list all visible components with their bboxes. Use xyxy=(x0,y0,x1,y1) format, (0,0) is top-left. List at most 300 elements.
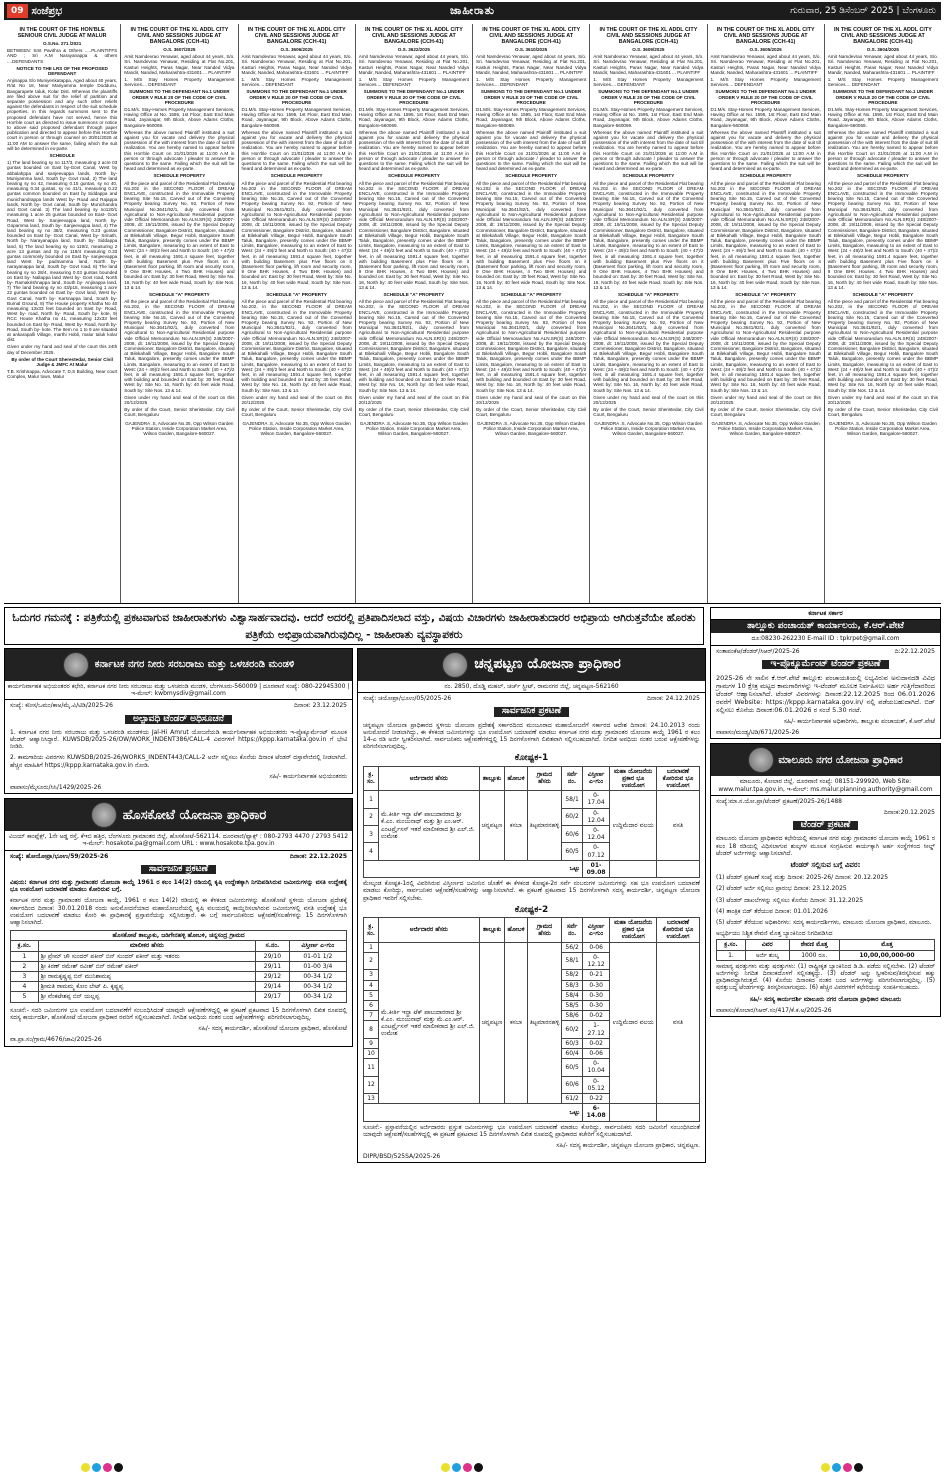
cell: 8 xyxy=(364,1021,379,1038)
given-text: Given under my hand and seal of the court on this 20/12/2025 xyxy=(827,394,938,405)
cell: 1 xyxy=(364,791,379,808)
cell: 13 xyxy=(364,1093,379,1103)
cell: ಒಟ್ಟು xyxy=(364,860,583,877)
advocate: T.B. Krishnappa, Advocate T, D,S Building, Near court Complex, Malur town, Malur xyxy=(7,369,118,380)
chp-table-2 xyxy=(363,917,700,1121)
tp-dipr-ref: ವಾಪಾಸಂ/ಮಂಡ್ಯ/ಟಿಡಿ/671/2025-26 xyxy=(716,729,800,737)
tp-ref-no: ಸಂತಾಪಂಕೆಆ/ಡೆಂಡರ್/ಸಿಆರ್/2025-26 xyxy=(716,647,800,655)
registration-dot xyxy=(81,1463,90,1472)
parties: BETWEEN: Smt Pavithra & Others .....PLAINTIFFS AND ; Sri A.M Narayanappa & others ....DEFENDANTS xyxy=(7,48,118,64)
malur-ref-no: ಸಂಖ್ಯೆ:ಮಾ.ನ.ಯೋ.ಪ್ರಾ/ಟೆಂಡರ್ ಪ್ರಕಟಣೆ/2025-26/1488 xyxy=(716,797,842,805)
hosakote-subject: ವಿಷಯ: ಕರ್ನಾಟಕ ನಗರ ಮತ್ತು ಗ್ರಾಮಾಂತರ ಯೋಜನಾ ಕಾಯ್ದೆ 1961 ರ ಕಲಂ 14(2) ರಡಿಯಲ್ಲಿ ಕೃಷಿ ಉದ್ದೇಶಕ್ಕಾಗಿ ನಿಗದಿಪಡಿಸಿರುವ ಜಮೀನುಗಳನ್ನು ವಸತಿ ಉದ್ದೇಶಕ್ಕೆ ಭೂ ಉಪಯೋಗ ಬದಲಾವಣೆ ಮಾಡಲು ಕೋರಿರುವ ಬಗ್ಗೆ. xyxy=(10,879,347,894)
cell: 5 xyxy=(11,992,39,1002)
given-text: Given under my hand and seal of the court on this 20/12/2025 xyxy=(358,394,469,405)
cell: 0-02 xyxy=(582,1011,610,1021)
summons-to: D1.M/s. Stay-Homes Property Management Services, Having Office at No. 1595, 1st Floor, East End Main Road, Jayanagar, 9th Block, Above Adams Cloths, Bangalore-560069. xyxy=(476,107,587,128)
tp-date: ದಿ:22.12.2025 xyxy=(894,647,935,655)
malur-tender xyxy=(710,743,941,1017)
cell: 5 xyxy=(364,990,379,1000)
col-header: ಹೋಬಳಿ xyxy=(505,766,527,791)
cell: 4 xyxy=(11,982,39,992)
order-text: By order of the Court, Senior Sheristedar, City Civil Court, Bengaluru xyxy=(710,407,821,418)
hosakote-notice xyxy=(4,798,353,1046)
schedule-a-body: All the piece and parcel of the Residential Flat bearing No.202, in the SECOND FLOOR of DREAM ENCLAVE, constructed in the Immovable Property bearing Site No.15, Carved out of the Converted Property bearing Survey No. 92, Portion of New Municipal No.3641/92/1, duly converted from Agricultural to Non-Agricultural Residential purpose vide Official Memorandum No.ALN.SR(S) 248/2007-2008, dt: 19/11/2008, issued by the Special Deputy Commissioner, Bangalore District, Bangalore, situated at Bilekahalli Village, Begur Hobli, Bangalore South Taluk, Bangalore, presently comes under the BBMP Limits, Bangalore, measuring to an extent of East to West: (24 + 49)/2 feet and North to South: (40 + 47)/2 feet, in all measuring 1591.4 square feet, together with building and bounded on East by: 30 feet Road, West by: Site No. 16, North by: 40 feet wide Road, South by: Site Nos. 13 & 14. xyxy=(241,299,352,393)
whereas-text: Whereas the above named Plaintiff instituted a suit against you for vacate and delivery the physical possession of the with interest from the date of suit till realization. You are hereby named to appear before this Hon'ble Court on 21/01/2026 at 11:00 A.M in person or through advocate / pleader to answer the questions to the same. Failing which the suit will be heard and determined as ex-parte. xyxy=(593,129,704,172)
col-header: ಮಹಾ ಯೋಜನೆಯ ಪ್ರಕಾರ ಭೂ ಉಪಯೋಗ xyxy=(610,918,657,943)
registration-dot xyxy=(114,1463,123,1472)
kuwsdb-body-1: 1. ಕರ್ನಾಟಕ ನಗರ ನೀರು ಸರಬರಾಜು ಮತ್ತು ಒಳಚರಂಡಿ ಮಂಡಳಿಯ Jal-Hi Amrut ಯೋಜನೆಯಡಿ ಕಾರ್ಯನಿರ್ವಾಹಕ ಅಭಿಯಂತರರು ಇ-ಪ್ರೊಕ್ಯೂರ್ಮೆಂಟ್ ಮೂಲಕ ಟೆಂಡರ್ ಆಹ್ವಾನಿಸಿದ್ದಾರೆ. KUWSDB/2025-26/OW/WORK_INDENT386/CALL-4 ವಿವರಗಳಿಗೆ https://kppp.karnataka.gov.in ಗೆ ಭೇಟಿ ನೀಡಿರಿ. xyxy=(10,728,347,751)
schedule-heading: SCHEDULE xyxy=(49,153,75,159)
cell: 6-14.08 xyxy=(582,1104,610,1121)
schedule-a-heading: SCHEDULE "A" PROPERTY xyxy=(148,291,210,297)
schedule-heading: SCHEDULE PROPERTY xyxy=(622,173,675,179)
cell: 2 xyxy=(364,808,379,825)
legal-notice-malur xyxy=(4,24,121,603)
cell: 61/2 xyxy=(562,1093,582,1103)
cell: 0-10.04 xyxy=(582,1059,610,1076)
cell: 0-05.12 xyxy=(582,1076,610,1093)
table-row xyxy=(11,961,347,971)
cell: 01-00 3/4 xyxy=(289,961,346,971)
case-number: O.S. 3622/2025 xyxy=(397,47,430,52)
hosakote-ref-no: ಸಂಖ್ಯೆ: ಹೋಯೋಪ್ರಾ/ಭೂಉ/59/2025-26 xyxy=(10,852,109,860)
cell: 3 xyxy=(364,826,379,843)
kr-pet-tender xyxy=(710,607,941,739)
schedule-heading: SCHEDULE PROPERTY xyxy=(387,173,440,179)
cell: 1. xyxy=(717,950,746,960)
issue-date: ಗುರುವಾರ, 25 ಡಿಸೆಂಬರ್ 2025 | ಬೆಂಗಳೂರು xyxy=(790,6,936,16)
advocate: GAJENDRA .S, Advocate No.35, Opp Wilson Garden Police Station, Inside Corporation Market Area, Wilson Garden, Bangalore-560027. xyxy=(242,420,351,437)
notice-heading: NOTICE TO THE LRS OF THE PROPOSED DEFENDANT xyxy=(16,65,108,77)
col-header: ಗ್ರಾಮದ ಹೆಸರು xyxy=(527,766,562,791)
defendant: 1. M/S Stay Homes Property Management Services.... DEFENDANT xyxy=(124,77,235,88)
table-row xyxy=(364,791,700,808)
tp-body: 2025-26 ನೇ ಸಾಲಿನ ಕೆ.ಆರ್.ಪೇಟೆ ತಾಲ್ಲೂಕು ಪಂಚಾಯತಿಯಲ್ಲಿ ಲಭ್ಯವಿರುವ ಅನುದಾನದಡಿ ವಿವಿಧ ಗ್ರಾಮಗಳ 10 ಕ್ಷೇತ್ರ ಮಟ್ಟದ ಕಾಮಗಾರಿಗಳನ್ನು ಇ-ಟೆಂಡರ್ ಮೂಲಕ ನಿರ್ವಹಿಸಲು ಅರ್ಹ ಗುತ್ತಿಗೆದಾರರಿಂದ ಟೆಂಡರ್ ಆಹ್ವಾನಿಸಲಾಗಿದೆ. ಟೆಂಡರ್ ವಿವರಗಳನ್ನು ದಿನಾಂಕ:22.12.2025 ರಿಂದ 06.01.2026 ರವರೆಗೆ Website: https://kppp.karnataka.gov.in/ ನಲ್ಲಿ ಪಡೆಯಬಹುದಾಗಿದೆ. ಬಿಡ್ ಸಲ್ಲಿಸಲು ಕೊನೆಯ ದಿನಾಂಕ:06.01.2026 ರ ಸಂಜೆ 5.30 ಗಂಟೆ. xyxy=(716,674,935,715)
schedule-a-heading: SCHEDULE "A" PROPERTY xyxy=(383,291,445,297)
cell: 58/2 xyxy=(562,970,582,980)
cell: 0-12.04 xyxy=(582,808,610,825)
cell: 00-34 1/2 xyxy=(289,992,346,1002)
cell: ಮೆ.ಕೀರ್ತಿ ಇನ್ಫ್ರಾ ಟೆಕ್ ಪಾಲುದಾರರಾದ ಶ್ರೀ ಕೆ.ಎಂ. ಮಂಜುನಾಥ್ ಮತ್ತು ಮೆ.ಎಂ.ಆರ್. ಎಂಟರ್ಪ್ರೈಸಸ್ ಇತರೆ ಮಾಲೀಕರಾದ ಶ್ರೀ ಎಲ್.ಜಿ. ಉಮೇಶ xyxy=(379,942,480,1103)
given-text: Given under my hand and seal of the court this 24th day of December 2025. xyxy=(7,344,118,355)
malur-table xyxy=(716,939,935,960)
cell: 29/14 xyxy=(256,982,290,992)
cell: ಶ್ರೀ ರಾಮಕೃಷ್ಣಪ್ಪ ಬಿನ್ ಮುನಿಶಾಮಪ್ಪ xyxy=(38,972,255,982)
cell: 58/5 xyxy=(562,1000,582,1010)
summons-heading: SUMMONS TO THE DEFENDANT No.1 UNDER ORDER V RULE 20 OF THE CODE OF CIVIL PROCEDURE xyxy=(480,89,582,105)
cell: 0-21 xyxy=(582,970,610,980)
hosakote-table xyxy=(10,930,347,1002)
kuwsdb-signature: ಸಹಿ/- ಕಾರ್ಯನಿರ್ವಾಹಕ ಅಭಿಯಂತರರು xyxy=(269,772,347,780)
case-number: O.S.No. 271 /2021 xyxy=(42,41,82,46)
malur-date-1: (1) ಟೆಂಡರ್ ಪ್ರಕಟಣೆ ಸಂಖ್ಯೆ ಮತ್ತು ದಿನಾಂಕ: 2025-26/ ದಿನಾಂಕ: 20.12.2025 xyxy=(716,874,889,882)
registration-dot xyxy=(854,1463,863,1472)
cell: 58/6 xyxy=(562,1011,582,1021)
schedule-a-heading: SCHEDULE "A" PROPERTY xyxy=(852,291,914,297)
hosakote-note: ಸೂಚನೆ:- ಸದರಿ ಜಮೀನುಗಳ ಭೂ ಉಪಯೋಗ ಬದಲಾವಣೆಗೆ ಸಂಬಂಧಿಸಿದಂತೆ ಯಾವುದೇ ಆಕ್ಷೇಪಣೆಗಳಿದ್ದಲ್ಲಿ ಈ ಪ್ರಕಟಣೆ ಪ್ರಕಟವಾದ 15 ದಿನಗಳೊಳಗಾಗಿ ಲಿಖಿತ ರೂಪದಲ್ಲಿ ಸದಸ್ಯ ಕಾರ್ಯದರ್ಶಿ, ಹೊಸಕೋಟೆ ಯೋಜನಾ ಪ್ರಾಧಿಕಾರ ರವರಿಗೆ ಸಲ್ಲಿಸಬಹುದಾಗಿದೆ. ನಿಗದಿತ ಅವಧಿಯ ನಂತರ ಬಂದ ಆಕ್ಷೇಪಣೆಗಳನ್ನು ಪರಿಗಣಿಸಲಾಗುವುದಿಲ್ಲ. xyxy=(10,1006,347,1021)
total-row xyxy=(364,1104,700,1121)
legal-notice xyxy=(825,24,941,603)
col-header: ಬದಲಾವಣೆ ಕೋರಿರುವ ಭೂ ಉಪಯೋಗ xyxy=(656,766,699,791)
cell: ಮೆ.ಕೀರ್ತಿ ಇನ್ಫ್ರಾ ಟೆಕ್ ಪಾಲುದಾರರಾದ ಶ್ರೀ ಕೆ.ಎಂ. ಮಂಜುನಾಥ್ ಮತ್ತು ಶ್ರೀ ಎಂ.ಆರ್. ಎಂಟರ್ಪ್ರೈಸಸ್ ಇತರೆ ಮಾಲೀಕರಾದ ಶ್ರೀ ಎಲ್.ಜಿ. ಉಮೇಶ xyxy=(379,791,480,861)
col-header: ವಿಸ್ತೀರ್ಣ ಎ-ಗುಂ xyxy=(582,766,610,791)
advocate: GAJENDRA .S, Advocate No.35, Opp Wilson Garden Police Station, Inside Corporation Market Area, Wilson Garden, Bangalore-560027. xyxy=(828,420,937,437)
hosakote-tag: ಸಾರ್ವಜನಿಕ ಪ್ರಕಟಣೆ xyxy=(141,865,216,874)
defendant: 1. M/S Stay Homes Property Management Services.... DEFENDANT xyxy=(710,77,821,88)
col-header: ಮಹಾ ಯೋಜನೆಯ ಪ್ರಕಾರ ಭೂ ಉಪಯೋಗ xyxy=(610,766,657,791)
summons-to: D1.M/s. Stay-Homes Property Management Services, Having Office at No. 1595, 1st Floor, East End Main Road, Jayanagar, 9th Block, Above Adams Cloths, Bangalore-560069. xyxy=(593,107,704,128)
registration-dot xyxy=(832,1463,841,1472)
kuwsdb-title: ಕರ್ನಾಟಕ ನಗರ ನೀರು ಸರಬರಾಜು ಮತ್ತು ಒಳಚರಂಡಿ ಮಂಡಳಿ xyxy=(94,659,295,671)
order-text: By order of the Court, Senior Sheristedar, City Civil Court, Bengaluru xyxy=(827,407,938,418)
advocate: GAJENDRA .S, Advocate No.35, Opp Wilson Garden Police Station, Inside Corporation Market Area, Wilson Garden, Bangalore-560027. xyxy=(594,420,703,437)
court-title: IN THE COURT OF THE XL ADDL CITY CIVIL AND SESSIONS JUDGE AT BANGALORE (CCH-41) xyxy=(599,27,698,45)
schedule-heading: SCHEDULE PROPERTY xyxy=(153,173,206,179)
cell: 60/6 xyxy=(562,1076,582,1093)
cell: 12 xyxy=(364,1076,379,1093)
cell: 60/6 xyxy=(562,826,582,843)
tp-tag: ಇ-ಪ್ರೊಕ್ಯೂರ್ಮೆಂಟ್ ಟೆಂಡರ್ ಪ್ರಕಟಣೆ xyxy=(762,660,888,669)
defendant: 1. M/S Stay Homes Property Management Services.... DEFENDANT xyxy=(241,77,352,88)
order-text: By order of the Court, Senior Sheristedar, City Civil Court, Bengaluru xyxy=(241,407,352,418)
cell: ಒಟ್ಟು xyxy=(364,1104,583,1121)
cell: 60/5 xyxy=(562,1059,582,1076)
cell: 1-27.12 xyxy=(582,1021,610,1038)
schedule-body: All the piece and parcel of the Residential Flat bearing No.202 in the SECOND FLOOR of DREAM ENCLAVE, constructed in the Immovable Property bearing Site No.15, Carved out of the Converted Property bearing Survey No. 92, Portion of New Municipal No.3641/92/1, duly converted from Agricultural to Non-Agricultural Residential purpose vide Official Memorandum No.ALN.SR(S) 248/2007-2008, dt: 19/11/2008, issued by the Special Deputy Commissioner, Bangalore District, Bangalore, situated at Bilekahalli Village, Begur Hobli, Bangalore South Taluk, Bangalore, presently comes under the BBMP Limits, Bangalore, measuring to an extent of East to West: (24 + 49)/2 feet and North to South: (40 + 47)/2 feet, in all measuring 1591.4 square feet, together with building Basement plus Five floors on it (Basement floor parking, lift room and security room, 9 One BHK Houses, 4 Two BHK Houses) and bounded on: East by: 30 feet Road, West by: Site No. 16, North by: 40 feet wide Road, South by: Site Nos. 13 & 14. xyxy=(710,180,821,290)
malur-date-3: (3) ಟೆಂಡರ್ ದಾಖಲೆಗಳನ್ನು ಸಲ್ಲಿಸಲು ಕೊನೆಯ ದಿನಾಂಕ: 31.12.2025 xyxy=(716,896,864,904)
right-column xyxy=(710,607,941,1021)
col-header: ವಿಸ್ತೀರ್ಣ ಎ-ಗುಂ xyxy=(289,941,346,951)
hosakote-table-title: ಹೊಸಕೋಟೆ ತಾಲ್ಲೂಕು, ಜಡಿಗೇನಹಳ್ಳಿ ಹೋಬಳಿ, ಚನ್ನಸಂದ್ರ ಗ್ರಾಮದ xyxy=(11,931,347,941)
kuwsdb-ref-no: ಸಂಖ್ಯೆ: ಕನೀಸ/ಒಮಂ/ಕಾಅ/ಮೈ.ವಿ/ಟಿಡಿ/2025-26 xyxy=(10,702,113,710)
col-header: ಸರ್ವೆ ನಂ. xyxy=(562,918,582,943)
cell: 60/2 xyxy=(562,808,582,825)
given-text: Given under my hand and seal of the court on this 20/12/2025 xyxy=(710,394,821,405)
cell: 7 xyxy=(364,1011,379,1021)
cell: 11 xyxy=(364,1059,379,1076)
table-row xyxy=(11,972,347,982)
registration-dot xyxy=(441,1463,450,1472)
malur-table-intro: ಅಭ್ಯರ್ಥಿಯು ನಿಶ್ಚಿತ ಠೇವಣಿ ಮೊತ್ತ ಬ್ಯಾಂಕಿನಿಂದ ನಿಗದಿಪಡಿಸಿದ xyxy=(716,930,833,938)
case-number: O.S. 3607/2025 xyxy=(163,47,196,52)
registration-dot xyxy=(821,1463,830,1472)
plaintiff: Amit Namdevrao Yenawar, aged about 44 years, S/o. Sri. Namdevrao Yenawar, Residing at Flat No.201, Kasturi Heights, Paras Nagar, Near Nanded Vidya Mandir, Nanded, Maharashtra-431601 ... PLAINTIFF xyxy=(476,54,587,75)
cell: 2 xyxy=(364,952,379,969)
schedule-body: All the piece and parcel of the Residential Flat bearing No.202 in the SECOND FLOOR of DREAM ENCLAVE, constructed in the Immovable Property bearing Site No.15, Carved out of the Converted Property bearing Survey No. 92, Portion of New Municipal No.3641/92/1, duly converted from Agricultural to Non-Agricultural Residential purpose vide Official Memorandum No.ALN.SR(S) 248/2007-2008, dt: 19/11/2008, issued by the Special Deputy Commissioner, Bangalore District, Bangalore, situated at Bilekahalli Village, Begur Hobli, Bangalore South Taluk, Bangalore, presently comes under the BBMP Limits, Bangalore, measuring to an extent of East to West: (24 + 49)/2 feet and North to South: (40 + 47)/2 feet, in all measuring 1591.4 square feet, together with building Basement plus Five floors on it (Basement floor parking, lift room and security room, 9 One BHK Houses, 4 Two BHK Houses) and bounded on: East by: 30 feet Road, West by: Site No. 16, North by: 40 feet wide Road, South by: Site Nos. 13 & 14. xyxy=(476,180,587,290)
cell: 0-06 xyxy=(582,1048,610,1058)
cell: 0-17.04 xyxy=(582,791,610,808)
registration-marks xyxy=(440,1463,484,1472)
summons-heading: SUMMONS TO THE DEFENDANT No.1 UNDER ORDER V RULE 20 OF THE CODE OF CIVIL PROCEDURE xyxy=(246,89,347,105)
cell: ಕಸಬಾ xyxy=(505,791,527,861)
chp-ref-no: ಸಂಖ್ಯೆ: ಚಯೋಪ್ರಾ/ಭೂಉ/05/2025-26 xyxy=(363,695,452,703)
cell: 0-30 xyxy=(582,1000,610,1010)
karnataka-emblem-icon xyxy=(748,747,774,773)
schedule-a-heading: SCHEDULE "A" PROPERTY xyxy=(500,291,562,297)
karnataka-emblem-icon xyxy=(91,802,117,828)
registration-dot xyxy=(843,1463,852,1472)
kuwsdb-body-2: 2. ಕಾಮಗಾರಿಯ ವಿವರಗಳು KUWSDB/2025-26/WORKS_INDENT443/CALL-2 ಅರ್ಜಿ ಸಲ್ಲಿಸಲು ಕೊನೆಯ ದಿನಾಂಕ ಟೆಂಡರ್ ದಸ್ತಾವೇಜಿನಲ್ಲಿ ನೀಡಲಾಗಿದೆ. ಹೆಚ್ಚಿನ ಮಾಹಿತಿಗೆ https://kppp.karnataka.gov.in ನೋಡಿ. xyxy=(10,754,347,769)
cell: 01-09.08 xyxy=(582,860,610,877)
total-row xyxy=(364,860,700,877)
cell: ತಿಟ್ಟಮಾರನಹಳ್ಳಿ xyxy=(527,942,562,1103)
malur-address: ಮಾಲೂರು, ಕೋಲಾರ ಜಿಲ್ಲೆ. ದೂರವಾಣಿ ಸಂಖ್ಯೆ: 08151-299920, Web Site: www.malur.tpa.gov.in, ಇ-ಮೇಲ್: ms.malur.planning.authority@gmail.com xyxy=(711,776,940,795)
cell: ಚನ್ನಪಟ್ಟಣ xyxy=(479,942,505,1103)
advocate: GAJENDRA .S, Advocate No.35, Opp Wilson Garden Police Station, Inside Corporation Market Area, Wilson Garden, Bangalore-560027. xyxy=(711,420,820,437)
karnataka-emblem-icon xyxy=(442,652,468,678)
cell: 60/3 xyxy=(562,1038,582,1048)
tp-signature: ಸಹಿ/- ಕಾರ್ಯನಿರ್ವಾಹಕ ಅಧಿಕಾರಿಗಳು, ತಾಲ್ಲೂಕು ಪಂಚಾಯತ್, ಕೆ.ಆರ್.ಪೇಟೆ xyxy=(783,718,935,726)
channapatna-notice xyxy=(357,648,706,1163)
chp-table2-title: ಕೋಷ್ಟಕ-2 xyxy=(514,904,549,915)
chp-table-1 xyxy=(363,766,700,879)
summons-heading: SUMMONS TO THE DEFENDANT No.1 UNDER ORDER V RULE 20 OF THE CODE OF CIVIL PROCEDURE xyxy=(598,89,699,105)
cell: 1 xyxy=(364,942,379,952)
cell: 60/2 xyxy=(562,1021,582,1038)
kuwsdb-logo-icon xyxy=(63,652,89,678)
malur-title: ಮಾಲೂರು ನಗರ ಯೋಜನಾ ಪ್ರಾಧಿಕಾರ xyxy=(778,754,903,766)
cell: 3 xyxy=(11,972,39,982)
cell: 0-12.04 xyxy=(582,826,610,843)
given-text: Given under my hand and seal of the court on this 20/12/2025 xyxy=(241,394,352,405)
paper-name: ಸಂಜೆಪ್ರಭ xyxy=(31,5,63,17)
defendant: 1. M/S Stay Homes Property Management Services.... DEFENDANT xyxy=(827,77,938,88)
schedule-body: All the piece and parcel of the Residential Flat bearing No.202 in the SECOND FLOOR of DREAM ENCLAVE, constructed in the Immovable Property bearing Site No.15, Carved out of the Converted Property bearing Survey No. 92, Portion of New Municipal No.3641/92/1, duly converted from Agricultural to Non-Agricultural Residential purpose vide Official Memorandum No.ALN.SR(S) 248/2007-2008, dt: 19/11/2008, issued by the Special Deputy Commissioner, Bangalore District, Bangalore, situated at Bilekahalli Village, Begur Hobli, Bangalore South Taluk, Bangalore, presently comes under the BBMP Limits, Bangalore, measuring to an extent of East to West: (24 + 49)/2 feet and North to South: (40 + 47)/2 feet, in all measuring 1591.4 square feet, together with building Basement plus Five floors on it (Basement floor parking, lift room and security room, 9 One BHK Houses, 4 Two BHK Houses) and bounded on: East by: 30 feet Road, West by: Site No. 16, North by: 40 feet wide Road, South by: Site Nos. 13 & 14. xyxy=(241,180,352,290)
advocate: GAJENDRA .S, Advocate No.35, Opp Wilson Garden Police Station, Inside Corporation Market Area, Wilson Garden, Bangalore-560027. xyxy=(476,420,586,437)
cell: 29/11 xyxy=(256,961,290,971)
cell: 10,00,00,000-00 xyxy=(839,950,934,960)
malur-terms: ಸಾಮಾನ್ಯ ಷರತ್ತುಗಳು ಮತ್ತು ಷರತ್ತುಗಳು: (1) ರಾಷ್ಟ್ರೀಕೃತ ಬ್ಯಾಂಕಿನಿಂದ ಡಿ.ಡಿ. ಪಡೆದು ಸಲ್ಲಿಸಬೇಕು. (2) ಟೆಂಡರ್ ಅರ್ಜಿಗಳನ್ನು ನಿಗದಿತ ದಿನಾಂಕದೊಳಗೆ ಸಲ್ಲಿಸತಕ್ಕದ್ದು. (3) ಟೆಂಡರ್ ಅನ್ನು ಸ್ವೀಕರಿಸುವ/ತಿರಸ್ಕರಿಸುವ ಹಕ್ಕು ಪ್ರಾಧಿಕಾರದ್ದಾಗಿರುತ್ತದೆ. (4) ಕೊನೆಯ ದಿನಾಂಕದ ನಂತರ ಬಂದ ಅರ್ಜಿಗಳನ್ನು ಪರಿಗಣಿಸಲಾಗುವುದಿಲ್ಲ. (5) ಷರತ್ತುಬದ್ಧ ಟೆಂಡರ್ಗಳನ್ನು ತಿರಸ್ಕರಿಸಲಾಗುವುದು. (6) ಹೆಚ್ಚಿನ ವಿವರಗಳಿಗೆ ಕಛೇರಿಯನ್ನು ಸಂಪರ್ಕಿಸಬಹುದು. xyxy=(716,962,935,992)
cell: 58/1 xyxy=(562,952,582,969)
col-header: ತಾಲ್ಲೂಕು xyxy=(479,918,505,943)
cell: 58/4 xyxy=(562,990,582,1000)
summons-heading: SUMMONS TO THE DEFENDANT No.1 UNDER ORDER V RULE 20 OF THE CODE OF CIVIL PROCEDURE xyxy=(832,89,934,105)
summons-to: D1.M/s. Stay-Homes Property Management Services, Having Office at No. 1595, 1st Floor, East End Main Road, Jayanagar, 9th Block, Above Adams Cloths, Bangalore-560069. xyxy=(358,107,469,128)
cell: 10 xyxy=(364,1048,379,1058)
cell: 60/5 xyxy=(562,843,582,860)
summons-to: D1.M/s. Stay-Homes Property Management Services, Having Office at No. 1595, 1st Floor, East End Main Road, Jayanagar, 9th Block, Above Adams Cloths, Bangalore-560069. xyxy=(124,107,235,128)
col-header: ಮಾಲೀಕರ ಹೆಸರು xyxy=(38,941,255,951)
kuwsdb-tender xyxy=(4,648,353,794)
cell: 6 xyxy=(364,1000,379,1010)
summons-heading: SUMMONS TO THE DEFENDANT No.1 UNDER ORDER V RULE 20 OF THE CODE OF CIVIL PROCEDURE xyxy=(363,89,465,105)
malur-dates-title: ಟೆಂಡರ್ ಸಲ್ಲಿಸುವ ಬಗ್ಗೆ ವಿವರ: xyxy=(790,861,861,870)
whereas-text: Whereas the above named Plaintiff instituted a suit against you for vacate and delivery the physical possession of the with interest from the date of suit till realization. You are hereby named to appear before this Hon'ble Court on 21/01/2026 at 11:00 A.M in person or through advocate / pleader to answer the questions to the same. Failing which the suit will be heard and determined as ex-parte. xyxy=(358,129,469,172)
legal-notice xyxy=(708,24,825,603)
legal-notice xyxy=(121,24,238,603)
cell: 0-30 xyxy=(582,980,610,990)
cell: 58/1 xyxy=(562,791,582,808)
chp-note: ಸೂಚನೆ:- ಪ್ರಸ್ತಾವನೆಯಲ್ಲಿನ ಅರ್ಜಿದಾರರು ಪ್ರಸ್ತುತ ಜಮೀನುಗಳನ್ನು ಭೂ ಉಪಯೋಗ ಬದಲಾವಣೆ ಮಾಡಲು ಕೋರಿದ್ದು, ಸಾರ್ವಜನಿಕರು ಸದರಿ ಜಮೀನಿಗೆ ಸಂಬಂಧಿಸಿದಂತೆ ಯಾವುದೇ ಆಕ್ಷೇಪಣೆ/ಸಲಹೆಗಳಿದ್ದಲ್ಲಿ ಈ ಪ್ರಕಟಣೆ ಪ್ರಕಟವಾದ 15 ದಿನಗಳೊಳಗಾಗಿ ಲಿಖಿತ ರೂಪದಲ್ಲಿ ಪ್ರಾಧಿಕಾರದ ಕಚೇರಿಗೆ ಸಲ್ಲಿಸಬಹುದಾಗಿದೆ. xyxy=(363,1123,700,1138)
col-header: ವಿಸ್ತೀರ್ಣ ಎ-ಗುಂ xyxy=(582,918,610,943)
masthead xyxy=(4,2,941,20)
chp-mid-text: ಮೇಲ್ಕಂಡ ಕೋಷ್ಟಕ-1ರಲ್ಲಿ ವಿವರಿಸಿರುವ ವಿಸ್ತೀರ್ಣದ ಜಮೀನಿನ ಜೊತೆಗೆ ಈ ಕೆಳಕಂಡ ಕೋಷ್ಟಕ-2ರ ಸರ್ವೆ ನಂಬರುಗಳ ಜಮೀನುಗಳನ್ನು ಸಹ ಭೂ ಉಪಯೋಗ ಬದಲಾವಣೆ ಮಾಡಲು ಕೋರಿದ್ದು, ಸಾರ್ವಜನಿಕರ ಆಕ್ಷೇಪಣೆ/ಸಲಹೆಗಳನ್ನು ಆಹ್ವಾನಿಸಲಾಗಿದೆ. ಈ ಪ್ರಕಟಣೆ ಪ್ರಕಟವಾದ 15 ದಿನಗಳೊಳಗಾಗಿ ಸದಸ್ಯ ಕಾರ್ಯದರ್ಶಿ, ಚನ್ನಪಟ್ಟಣ ಯೋಜನಾ ಪ್ರಾಧಿಕಾರ ಇವರಿಗೆ ಸಲ್ಲಿಸಬೇಕು. xyxy=(363,880,700,902)
chp-body: ಚನ್ನಪಟ್ಟಣ ಯೋಜನಾ ಪ್ರಾಧಿಕಾರದ ಸ್ಥಳೀಯ ಯೋಜನಾ ಪ್ರದೇಶಕ್ಕೆ ಸರ್ಕಾರದಿಂದ ಮಂಜೂರಾದ ಮಹಾಯೋಜನೆಗೆ ಸರ್ಕಾರದ ಆದೇಶ ದಿನಾಂಕ: 24.10.2013 ರಂದು ಅನುಮೋದನೆ ನೀಡಲಾಗಿದ್ದು, ಈ ಕೆಳಕಂಡ ಜಮೀನುಗಳನ್ನು ಭೂ ಉಪಯೋಗ ಬದಲಾವಣೆ ಮಾಡಲು ಕರ್ನಾಟಕ ನಗರ ಮತ್ತು ಗ್ರಾಮಾಂತರ ಯೋಜನಾ ಕಾಯ್ದೆ 1961 ರ ಕಲಂ 14-ಎ ರಡಿ ಅರ್ಜಿ ಸ್ವೀಕರಿಸಲಾಗಿದೆ. ಸಾರ್ವಜನಿಕರು ಆಕ್ಷೇಪಣೆಗಳಿದ್ದಲ್ಲಿ 15 ದಿನಗಳೊಳಗಾಗಿ ಲಿಖಿತವಾಗಿ ಸಲ್ಲಿಸಬಹುದಾಗಿದೆ. ನಿಗದಿತ ಅವಧಿಯ ನಂತರ ಬರುವ ಆಕ್ಷೇಪಣೆಗಳನ್ನು ಪರಿಗಣಿಸಲಾಗುವುದಿಲ್ಲ. xyxy=(363,721,700,751)
legal-notices xyxy=(4,24,941,604)
cell: 01-01 1/2 xyxy=(289,951,346,961)
cell: 0-12.12 xyxy=(582,952,610,969)
whereas-text: Whereas the above named Plaintiff instituted a suit against you for vacate and delivery the physical possession of the with interest from the date of suit till realization. You are hereby named to appear before this Hon'ble Court on 21/01/2026 at 11:00 A.M in person or through advocate / pleader to answer the questions to the same. Failing which the suit will be heard and determined as ex-parte. xyxy=(710,129,821,172)
cell: 56/2 xyxy=(562,942,582,952)
order-text: By order of the Court, Senior Sheristedar, City Civil Court, Bengaluru xyxy=(124,407,235,418)
col-header: ಕ್ರ.ಸಂ. xyxy=(11,941,39,951)
table-row xyxy=(717,950,935,960)
defendant: 1. M/S Stay Homes Property Management Services.... DEFENDANT xyxy=(593,77,704,88)
table-row xyxy=(364,942,700,952)
cell: 29/12 xyxy=(256,972,290,982)
registration-dot xyxy=(452,1463,461,1472)
schedule-body: All the piece and parcel of the Residential Flat bearing No.202 in the SECOND FLOOR of DREAM ENCLAVE, constructed in the Immovable Property bearing Site No.15, Carved out of the Converted Property bearing Survey No. 92, Portion of New Municipal No.3641/92/1, duly converted from Agricultural to Non-Agricultural Residential purpose vide Official Memorandum No.ALN.SR(S) 248/2007-2008, dt: 19/11/2008, issued by the Special Deputy Commissioner, Bangalore District, Bangalore, situated at Bilekahalli Village, Begur Hobli, Bangalore South Taluk, Bangalore, presently comes under the BBMP Limits, Bangalore, measuring to an extent of East to West: (24 + 49)/2 feet and North to South: (40 + 47)/2 feet, in all measuring 1591.4 square feet, together with building Basement plus Five floors on it (Basement floor parking, lift room and security room, 9 One BHK Houses, 4 Two BHK Houses) and bounded on: East by: 30 feet Road, West by: Site No. 16, North by: 40 feet wide Road, South by: Site Nos. 13 & 14. xyxy=(827,180,938,290)
malur-tag: ಟೆಂಡರ್ ಪ್ರಕಟಣೆ xyxy=(793,821,858,830)
registration-dot xyxy=(103,1463,112,1472)
col-header: ಕ್ರ. ಸಂ. xyxy=(364,918,379,943)
cell: 2 xyxy=(11,961,39,971)
table-row xyxy=(11,982,347,992)
cell: ತಿಟ್ಟಮಾರನಹಳ್ಳಿ xyxy=(527,791,562,861)
hosakote-body: ಕರ್ನಾಟಕ ನಗರ ಮತ್ತು ಗ್ರಾಮಾಂತರ ಯೋಜನಾ ಕಾಯ್ದೆ, 1961 ರ ಕಲಂ 14(2) ರಡಿಯಲ್ಲಿ ಈ ಕೆಳಕಂಡ ಜಮೀನುಗಳನ್ನು ಹೊಸಕೋಟೆ ಸ್ಥಳೀಯ ಯೋಜನಾ ಪ್ರದೇಶಕ್ಕೆ ಸರ್ಕಾರದಿಂದ ದಿನಾಂಕ: 30.01.2018 ರಂದು ಅನುಮೋದನೆಯಾದ ಮಹಾಯೋಜನೆಯಲ್ಲಿ ಕೃಷಿ ವಲಯದಲ್ಲಿ ಕಾಯ್ದಿರಿಸಲಾಗಿರುವ ಜಮೀನುಗಳಲ್ಲಿ ವಸತಿ ಉದ್ದೇಶಕ್ಕೆ ಭೂ ಉಪಯೋಗ ಬದಲಾವಣೆ ಮಾಡಲು ಕೋರಿ ಈ ಪ್ರಾಧಿಕಾರಕ್ಕೆ ಪ್ರಸ್ತಾವನೆಯನ್ನು ಸಲ್ಲಿಸಿರುತ್ತಾರೆ. ಈ ಬಗ್ಗೆ ಸಾರ್ವಜನಿಕರಿಂದ ಆಕ್ಷೇಪಣೆ/ಸಲಹೆಗಳನ್ನು 15 ದಿನಗಳೊಳಗಾಗಿ ಆಹ್ವಾನಿಸಲಾಗಿದೆ. xyxy=(10,897,347,927)
notice-body: Anjinappa S/o Muniyenkatappa, Aged about 40 years, R/at No 18, Near Mariyamma temple Doddunu, Bangarapete taluk, Kolar Dist. Whereas the plaintiffs are filed above suit for the relief of partition and separate possession and any such other reliefs against the defendants in respect of the suit schedule properties, in this regards summons sent to the proposed defendant have not served, hence this Hon'ble court as directed to issue summons or notice to above said proposed defendant through paper publication and directed to appear before this Hon'ble court in person or through counsel on 30/01/2026 at 11:00 AM to answer the same, failing which the suit will be determined in ex-parte. xyxy=(7,78,118,151)
cell: 4 xyxy=(364,843,379,860)
malur-body: ಮಾಲೂರು ಯೋಜನಾ ಪ್ರಾಧಿಕಾರದ ಕಛೇರಿಯಲ್ಲಿ ಕರ್ನಾಟಕ ನಗರ ಮತ್ತು ಗ್ರಾಮಾಂತರ ಯೋಜನಾ ಕಾಯ್ದೆ 1961 ರ ಕಲಂ 18 ರಡಿಯಲ್ಲಿ ವಿಧಿಸಲಾಗುವ ಶುಲ್ಕಗಳ ಮೂಲಕ ಸಂಗ್ರಹಿಸುವ ಕಾರ್ಯಕ್ಕಾಗಿ ಅರ್ಹ ಸಂಸ್ಥೆಗಳಿಂದ ಸೀಲ್ಡ್ ಟೆಂಡರ್ ಅರ್ಜಿಗಳನ್ನು ಆಹ್ವಾನಿಸಲಾಗಿದೆ. xyxy=(716,835,935,857)
schedule-body: All the piece and parcel of the Residential Flat bearing No.202 in the SECOND FLOOR of DREAM ENCLAVE, constructed in the Immovable Property bearing Site No.15, Carved out of the Converted Property bearing Survey No. 92, Portion of New Municipal No.3641/92/1, duly converted from Agricultural to Non-Agricultural Residential purpose vide Official Memorandum No.ALN.SR(S) 248/2007-2008, dt: 19/11/2008, issued by the Special Deputy Commissioner, Bangalore District, Bangalore, situated at Bilekahalli Village, Begur Hobli, Bangalore South Taluk, Bangalore, presently comes under the BBMP Limits, Bangalore, measuring to an extent of East to West: (24 + 49)/2 feet and North to South: (40 + 47)/2 feet, in all measuring 1591.4 square feet, together with building Basement plus Five floors on it (Basement floor parking, lift room and security room, 9 One BHK Houses, 4 Two BHK Houses) and bounded on: East by: 30 feet Road, West by: Site No. 16, North by: 40 feet wide Road, South by: Site Nos. 13 & 14. xyxy=(124,180,235,290)
middle-column xyxy=(357,648,706,1167)
hosakote-address: ವಿಜಯ್ ಕಾಂಪ್ಲೆಕ್ಸ್, 1ನೇ ಅಡ್ಡ ರಸ್ತೆ, ಕೆಇಬಿ ಹತ್ತಿರ, ಬೆಂಗಳೂರು ಗ್ರಾಮಾಂತರ ಜಿಲ್ಲೆ, ಹೊಸಕೋಟೆ-562114. ದೂರವಾಣಿ/ಫ್ಯಾಕ್ಸ್ : 080-2793 4470 / 2793 5412 ಇ-ಮೇಲ್: hosakote.pa@gmail.com URL : www.hosakote.tpa.gov.in xyxy=(5,831,352,850)
readers-notice: ಓದುಗರ ಗಮನಕ್ಕೆ : ಪತ್ರಿಕೆಯಲ್ಲಿ ಪ್ರಕಟವಾಗುವ ಜಾಹೀರಾತುಗಳು ವಿಶ್ವಾಸಾರ್ಹವಾದವು. ಆದರೆ ಅದರಲ್ಲಿ ಪ್ರತಿಪಾದಿಸಲಾದ ವಸ್ತು, ವಿಷಯ ವಿಚಾರಗಳು ಜಾಹೀರಾತುದಾರರ ಅಭಿಪ್ರಾಯ ಆಗಿರುತ್ತವೆಯೇ ಹೊರತು ಪತ್ರಿಕೆಯ ಅಭಿಪ್ರಾಯವಾಗಿರುವುದಿಲ್ಲ - ಜಾಹೀರಾತು ವ್ಯವಸ್ಥಾಪಕರು xyxy=(4,607,704,645)
cell: ಉದ್ದಿಮೆದಾರ ವಲಯ xyxy=(610,942,657,1103)
court-title: IN THE COURT OF THE XL ADDL CITY CIVIL AND SESSIONS JUDGE AT BANGALORE (CCH-41) xyxy=(247,27,346,45)
kuwsdb-tender-tag: ಅಲ್ಪಾವಧಿ ಟೆಂಡರ್ ಅಧಿಸೂಚನೆ xyxy=(125,715,232,724)
schedule-heading: SCHEDULE PROPERTY xyxy=(270,173,323,179)
col-header: ಗ್ರಾಮದ ಹೆಸರು xyxy=(527,918,562,943)
tp-title: ತಾಲ್ಲೂಕು ಪಂಚಾಯತ್ ಕಾರ್ಯಾಲಯ, ಕೆ.ಆರ್.ಪೇಟೆ xyxy=(711,620,940,633)
order-text: By order of the Court, Senior Sheristedar, City Civil Court, Bengaluru xyxy=(593,407,704,418)
col-header: ಮೊತ್ತ xyxy=(839,940,934,950)
chp-signature: ಸಹಿ/- ಸದಸ್ಯ ಕಾರ್ಯದರ್ಶಿ, ಚನ್ನಪಟ್ಟಣ ಯೋಜನಾ ಪ್ರಾಧಿಕಾರ, ಚನ್ನಪಟ್ಟಣ. xyxy=(556,1141,700,1149)
col-header: ಕ್ರ. ಸಂ. xyxy=(364,766,379,791)
advocate: GAJENDRA .S, Advocate No.35, Opp Wilson Garden Police Station, Inside Corporation Market Area, Wilson Garden, Bangalore-560027. xyxy=(125,420,234,437)
malur-date: ದಿನಾಂಕ:20.12.2025 xyxy=(883,809,935,817)
court-title: IN THE COURT OF THE XL ADDL CITY CIVIL AND SESSIONS JUDGE AT BANGALORE (CCH-41) xyxy=(833,27,932,45)
cell: 9 xyxy=(364,1038,379,1048)
chp-address: ನಂ. 2850, ದೊಡ್ಡಿ ಮಹಲ್, ಚರ್ಚ್ ಸ್ಟ್ರೀಟ್, ರಾಮನಗರ ಜಿಲ್ಲೆ, ಚನ್ನಪಟ್ಟಣ-562160 xyxy=(358,681,705,693)
cell: ಕಸಬಾ xyxy=(505,942,527,1103)
court-title: IN THE COURT OF THE XL ADDL CITY CIVIL AND SESSIONS JUDGE AT BANGALORE (CCH-41) xyxy=(364,27,463,45)
cell: 60/4 xyxy=(562,1048,582,1058)
cell: 29/10 xyxy=(256,951,290,961)
cell: 0-07.12 xyxy=(582,843,610,860)
page-number: 09 xyxy=(7,4,28,18)
kuwsdb-address: ಕಾರ್ಯನಿರ್ವಾಹಕ ಅಭಿಯಂತರರ ಕಛೇರಿ, ಕರ್ನಾಟಕ ನಗರ ನೀರು ಸರಬರಾಜು ಮತ್ತು ಒಳಚರಂಡಿ ಮಂಡಳಿ, ಬೆಂಗಳೂರು-560009 | ದೂರವಾಣಿ ಸಂಖ್ಯೆ: 080-22945300 | ಇ-ಮೇಲ್: kwbmysdiv@gmail.com xyxy=(5,681,352,700)
court-title: IN THE COURT OF THE XL ADDL CITY CIVIL AND SESSIONS JUDGE AT BANGALORE (CCH-41) xyxy=(482,27,581,45)
table-row xyxy=(11,951,347,961)
plaintiff: Amit Namdevrao Yenawar, aged about 44 years, S/o. Sri. Namdevrao Yenawar, Residing at Flat No.201, Kasturi Heights, Paras Nagar, Near Nanded Vidya Mandir, Nanded, Maharashtra-431601 ... PLAINTIFF xyxy=(593,54,704,75)
court-title: IN THE COURT OF THE XL ADDL CITY CIVIL AND SESSIONS JUDGE AT BANGALORE (CCH-41) xyxy=(716,27,815,45)
plaintiff: Amit Namdevrao Yenawar, aged about 44 years, S/o. Sri. Namdevrao Yenawar, Residing at Flat No.201, Kasturi Heights, Paras Nagar, Near Nanded Vidya Mandir, Nanded, Maharashtra-431601 ... PLAINTIFF xyxy=(124,54,235,75)
schedule-heading: SCHEDULE PROPERTY xyxy=(739,173,792,179)
schedule-a-body: All the piece and parcel of the Residential Flat bearing No.202, in the SECOND FLOOR of DREAM ENCLAVE, constructed in the Immovable Property bearing Site No.15, Carved out of the Converted Property bearing Survey No. 92, Portion of New Municipal No.3641/92/1, duly converted from Agricultural to Non-Agricultural Residential purpose vide Official Memorandum No.ALN.SR(S) 248/2007-2008, dt: 19/11/2008, issued by the Special Deputy Commissioner, Bangalore District, Bangalore, situated at Bilekahalli Village, Begur Hobli, Bangalore South Taluk, Bangalore, presently comes under the BBMP Limits, Bangalore, measuring to an extent of East to West: (24 + 49)/2 feet and North to South: (40 + 47)/2 feet, in all measuring 1591.4 square feet, together with building and bounded on East by: 30 feet Road, West by: Site No. 16, North by: 40 feet wide Road, South by: Site Nos. 13 & 14. xyxy=(358,299,469,393)
malur-date-4: (4) ತಾಂತ್ರಿಕ ಬಿಡ್ ತೆರೆಯುವ ದಿನಾಂಕ: 01.01.2026 xyxy=(716,907,828,915)
cell: ಶ್ರೀ ಪ್ರೇಮ್ ಚೌ ಸುಂದರ್ ಪಕೀರ್ ಬಿನ್ ಸುಂದರ್ ಪಕೀರ್ ಮತ್ತು ಇತರರು xyxy=(38,951,255,961)
cell: 1 xyxy=(11,951,39,961)
whereas-text: Whereas the above named Plaintiff instituted a suit against you for vacate and delivery the physical possession of the with interest from the date of suit till realization. You are hereby named to appear before this Hon'ble Court on 21/01/2026 at 11:00 A.M in person or through advocate / pleader to answer the questions to the same. Failing which the suit will be heard and determined as ex-parte. xyxy=(827,129,938,172)
schedule-body: All the piece and parcel of the Residential Flat bearing No.202 in the SECOND FLOOR of DREAM ENCLAVE, constructed in the Immovable Property bearing Site No.15, Carved out of the Converted Property bearing Survey No. 92, Portion of New Municipal No.3641/92/1, duly converted from Agricultural to Non-Agricultural Residential purpose vide Official Memorandum No.ALN.SR(S) 248/2007-2008, dt: 19/11/2008, issued by the Special Deputy Commissioner, Bangalore District, Bangalore, situated at Bilekahalli Village, Begur Hobli, Bangalore South Taluk, Bangalore, presently comes under the BBMP Limits, Bangalore, measuring to an extent of East to West: (24 + 49)/2 feet and North to South: (40 + 47)/2 feet, in all measuring 1591.4 square feet, together with building Basement plus Five floors on it (Basement floor parking, lift room and security room, 9 One BHK Houses, 4 Two BHK Houses) and bounded on: East by: 30 feet Road, West by: Site No. 16, North by: 40 feet wide Road, South by: Site Nos. 13 & 14. xyxy=(358,180,469,290)
cell: ಶ್ರೀ ವೆಂಕಟೇಶಪ್ಪ ಬಿನ್ ಯಲ್ಲಪ್ಪ xyxy=(38,992,255,1002)
case-number: O.S. 3605/2025 xyxy=(749,47,782,52)
plaintiff: Amit Namdevrao Yenawar, aged about 44 years, S/o. Sri. Namdevrao Yenawar, Residing at Flat No.201, Kasturi Heights, Paras Nagar, Near Nanded Vidya Mandir, Nanded, Maharashtra-431601 ... PLAINTIFF xyxy=(358,54,469,75)
malur-date-5: (5) ಟೆಂಡರ್ ತೆರೆಯುವ ಅಧಿಕಾರಿಗಳು: ಸದಸ್ಯ ಕಾರ್ಯದರ್ಶಿಗಳು, ಮಾಲೂರು ಯೋಜನಾ ಪ್ರಾಧಿಕಾರ, ಮಾಲೂರು. xyxy=(716,919,932,927)
kuwsdb-dipr-ref: ವಾಪಾಸಂ/ಮೈಸೂರು/ಸಿಸಿ/1429/2025-26 xyxy=(10,784,102,792)
cell: 1000 ರೂ. xyxy=(789,950,839,960)
col-header: ಬದಲಾವಣೆ ಕೋರಿರುವ ಭೂ ಉಪಯೋಗ xyxy=(656,918,699,943)
registration-dot xyxy=(463,1463,472,1472)
plaintiff: Amit Namdevrao Yenawar, aged about 44 years, S/o. Sri. Namdevrao Yenawar, Residing at Flat No.201, Kasturi Heights, Paras Nagar, Near Nanded Vidya Mandir, Nanded, Maharashtra-431601 ... PLAINTIFF xyxy=(710,54,821,75)
schedule-body: All the piece and parcel of the Residential Flat bearing No.202 in the SECOND FLOOR of DREAM ENCLAVE, constructed in the Immovable Property bearing Site No.15, Carved out of the Converted Property bearing Survey No. 92, Portion of New Municipal No.3641/92/1, duly converted from Agricultural to Non-Agricultural Residential purpose vide Official Memorandum No.ALN.SR(S) 248/2007-2008, dt: 19/11/2008, issued by the Special Deputy Commissioner, Bangalore District, Bangalore, situated at Bilekahalli Village, Begur Hobli, Bangalore South Taluk, Bangalore, presently comes under the BBMP Limits, Bangalore, measuring to an extent of East to West: (24 + 49)/2 feet and North to South: (40 + 47)/2 feet, in all measuring 1591.4 square feet, together with building Basement plus Five floors on it (Basement floor parking, lift room and security room, 9 One BHK Houses, 4 Two BHK Houses) and bounded on: East by: 30 feet Road, West by: Site No. 16, North by: 40 feet wide Road, South by: Site Nos. 13 & 14. xyxy=(593,180,704,290)
cell: 0-30 xyxy=(582,990,610,1000)
summons-to: D1.M/s. Stay-Homes Property Management Services, Having Office at No. 1595, 1st Floor, East End Main Road, Jayanagar, 9th Block, Above Adams Cloths, Bangalore-560069. xyxy=(827,107,938,128)
chp-tag: ಸಾರ್ವಜನಿಕ ಪ್ರಕಟಣೆ xyxy=(494,707,569,716)
order-text: By order of the Court, Senior Sheristedar, City Civil Court, Bengaluru xyxy=(358,407,469,418)
summons-to: D1.M/s. Stay-Homes Property Management Services, Having Office at No. 1595, 1st Floor, East End Main Road, Jayanagar, 9th Block, Above Adams Cloths, Bangalore-560069. xyxy=(710,107,821,128)
registration-dot xyxy=(92,1463,101,1472)
order-text: By order of the Court Sherestedar, Senior Civil Judge & JMFC At Malur xyxy=(11,356,113,367)
whereas-text: Whereas the above named Plaintiff instituted a suit against you for vacate and delivery the physical possession of the with interest from the date of suit till realization. You are hereby named to appear before this Hon'ble Court on 21/01/2026 at 11:00 A.M in person or through advocate / pleader to answer the questions to the same. Failing which the suit will be heard and determined as ex-parte. xyxy=(124,129,235,172)
schedule-a-heading: SCHEDULE "A" PROPERTY xyxy=(266,291,327,297)
chp-title: ಚನ್ನಪಟ್ಟಣ ಯೋಜನಾ ಪ್ರಾಧಿಕಾರ xyxy=(474,656,621,673)
left-column xyxy=(4,648,353,1051)
malur-date-2: (2) ಟೆಂಡರ್ ಅರ್ಜಿ ಸಲ್ಲಿಸಲು ಪ್ರಾರಂಭ ದಿನಾಂಕ: 23.12.2025 xyxy=(716,885,847,893)
tp-gov: ಕರ್ನಾಟಕ ಸರ್ಕಾರ xyxy=(711,608,940,620)
cell: 3 xyxy=(364,970,379,980)
col-header: ಅರ್ಜಿದಾರರ ಹೆಸರು xyxy=(379,766,480,791)
court-title: IN THE COURT OF THE HON'BLE SENIOUR CIVIL JUDGE AT MALUR xyxy=(17,27,107,39)
defendant: 1. M/S Stay Homes Property Management Services.... DEFENDANT xyxy=(476,77,587,88)
registration-marks xyxy=(820,1463,864,1472)
malur-signature: ಸಹಿ/- ಸದಸ್ಯ ಕಾರ್ಯದರ್ಶಿ ಮಾಲೂರು ನಗರ ಯೋಜನಾ ಪ್ರಾಧಿಕಾರ ಮಾಲೂರು xyxy=(749,995,902,1003)
legal-notice xyxy=(473,24,590,603)
cell: ವಸತಿ xyxy=(656,942,699,1103)
summons-to: D1.M/s. Stay-Homes Property Management Services, Having Office at No. 1595, 1st Floor, East End Main Road, Jayanagar, 9th Block, Above Adams Cloths, Bangalore-560069. xyxy=(241,107,352,128)
hosakote-signature: ಸಹಿ/- ಸದಸ್ಯ ಕಾರ್ಯದರ್ಶಿ, ಹೊಸಕೋಟೆ ಯೋಜನಾ ಪ್ರಾಧಿಕಾರ, ಹೊಸಕೋಟೆ xyxy=(198,1025,347,1033)
case-number: O.S. 3609/2025 xyxy=(632,47,665,52)
section-title: ಜಾಹೀರಾತು xyxy=(449,4,496,17)
schedule-heading: SCHEDULE PROPERTY xyxy=(856,173,909,179)
registration-dot xyxy=(474,1463,483,1472)
cell: 4 xyxy=(364,980,379,990)
cell: ವಸತಿ xyxy=(656,791,699,861)
malur-dipr-ref: ವಾಪಾಸಂ/ಕೋಲಾರ/ಸಿಆರ್.ಸಂ/417/ಕೆ.ಕ.ಅ/2025-26 xyxy=(716,1006,832,1014)
court-title: IN THE COURT OF THE XL ADDL CITY CIVIL AND SESSIONS JUDGE AT BANGALORE (CCH-41) xyxy=(130,27,229,45)
col-header: ಕ್ರ.ಸಂ. xyxy=(717,940,746,950)
legal-notice xyxy=(356,24,473,603)
tp-phone: ದೂ:08230-262230 E-mail ID : tpkrpet@gmail.com xyxy=(711,633,940,645)
cell: 58/3 xyxy=(562,980,582,990)
schedule-a-body: All the piece and parcel of the Residential Flat bearing No.202, in the SECOND FLOOR of DREAM ENCLAVE, constructed in the Immovable Property bearing Site No.15, Carved out of the Converted Property bearing Survey No. 92, Portion of New Municipal No.3641/92/1, duly converted from Agricultural to Non-Agricultural Residential purpose vide Official Memorandum No.ALN.SR(S) 248/2007-2008, dt: 19/11/2008, issued by the Special Deputy Commissioner, Bangalore District, Bangalore, situated at Bilekahalli Village, Begur Hobli, Bangalore South Taluk, Bangalore, presently comes under the BBMP Limits, Bangalore, measuring to an extent of East to West: (24 + 49)/2 feet and North to South: (40 + 47)/2 feet, in all measuring 1591.4 square feet, together with building and bounded on East by: 30 feet Road, West by: Site No. 16, North by: 40 feet wide Road, South by: Site Nos. 13 & 14. xyxy=(593,299,704,393)
col-header: ಸರ್ವೆ ನಂ. xyxy=(562,766,582,791)
cell: 00-34 1/2 xyxy=(289,982,346,992)
cell: 29/17 xyxy=(256,992,290,1002)
schedule-a-body: All the piece and parcel of the Residential Flat bearing No.202, in the SECOND FLOOR of DREAM ENCLAVE, constructed in the Immovable Property bearing Site No.15, Carved out of the Converted Property bearing Survey No. 92, Portion of New Municipal No.3641/92/1, duly converted from Agricultural to Non-Agricultural Residential purpose vide Official Memorandum No.ALN.SR(S) 248/2007-2008, dt: 19/11/2008, issued by the Special Deputy Commissioner, Bangalore District, Bangalore, situated at Bilekahalli Village, Begur Hobli, Bangalore South Taluk, Bangalore, presently comes under the BBMP Limits, Bangalore, measuring to an extent of East to West: (24 + 49)/2 feet and North to South: (40 + 47)/2 feet, in all measuring 1591.4 square feet, together with building and bounded on East by: 30 feet Road, West by: Site No. 16, North by: 40 feet wide Road, South by: Site Nos. 13 & 14. xyxy=(710,299,821,393)
cell: ಉದ್ದಿಮೆದಾರ ವಲಯ xyxy=(610,791,657,861)
schedule-a-heading: SCHEDULE "A" PROPERTY xyxy=(617,291,679,297)
col-header: ಸ.ನಂ. xyxy=(256,941,290,951)
chp-table1-title: ಕೋಷ್ಟಕ-1 xyxy=(514,753,549,764)
cell: 0-22 xyxy=(582,1093,610,1103)
defendant: 1. M/S Stay Homes Property Management Services.... DEFENDANT xyxy=(358,77,469,88)
given-text: Given under my hand and seal of the court on this 20/12/2025 xyxy=(476,394,587,405)
col-header: ಅರ್ಜಿದಾರರ ಹೆಸರು xyxy=(379,918,480,943)
col-header: ಹೋಬಳಿ xyxy=(505,918,527,943)
order-text: By order of the Court, Senior Sheristedar, City Civil Court, Bengaluru xyxy=(476,407,587,418)
